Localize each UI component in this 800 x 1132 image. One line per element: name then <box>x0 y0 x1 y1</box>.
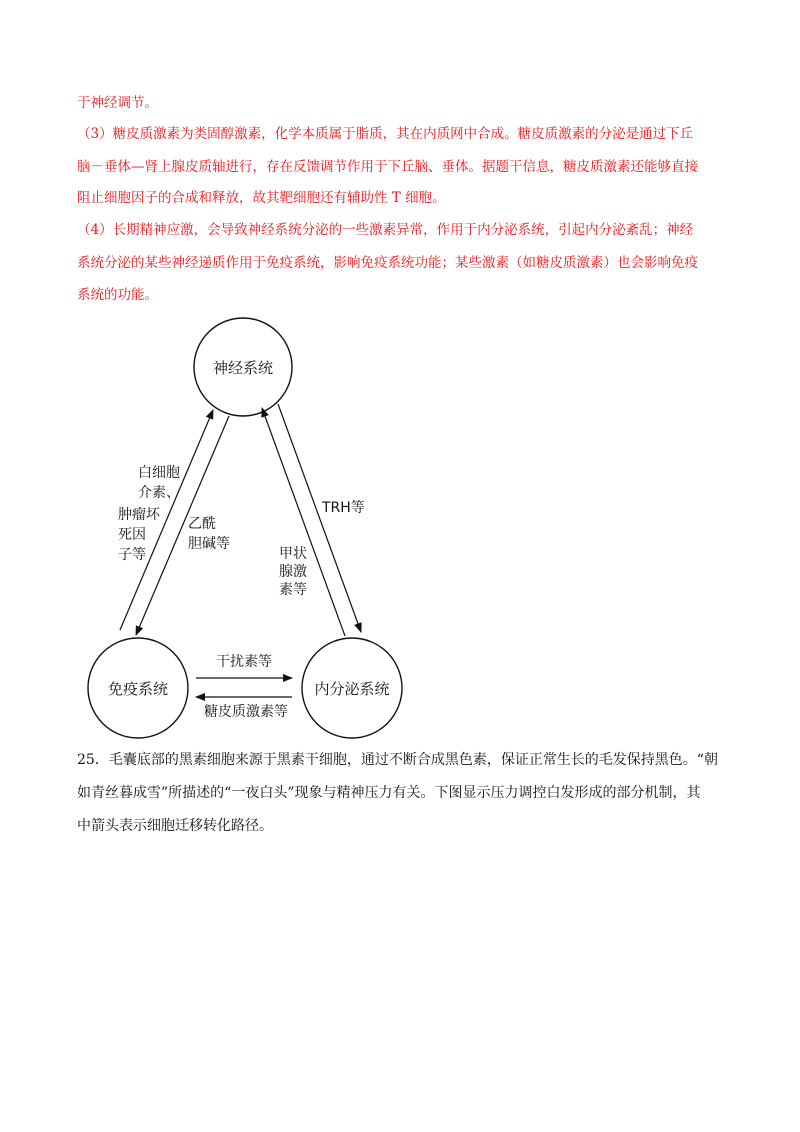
answer-line-1: 于神经调节。 <box>77 95 158 111</box>
svg-text:肿瘤坏: 肿瘤坏 <box>118 507 160 523</box>
answer-line-5: （4）长期精神应激，会导致神经系统分泌的一些激素异常，作用于内分泌系统，引起内分泌紊乱；神经 <box>77 222 694 238</box>
svg-text:乙酰: 乙酰 <box>188 516 216 532</box>
label-endocrine-to-nervous <box>279 546 307 598</box>
answer-line-3: 脑－垂体—肾上腺皮质轴进行，存在反馈调节作用于下丘脑、垂体。据题干信息，糖皮质激素还能够直接 <box>77 159 698 175</box>
label-immune-to-endocrine: 干扰素等 <box>216 654 272 670</box>
answer-line-7: 系统的功能。 <box>77 287 158 303</box>
label-endocrine-to-immune: 糖皮质激素等 <box>204 704 288 720</box>
node-nervous-system <box>194 318 292 416</box>
label-nervous-to-endocrine: TRH等 <box>322 500 365 516</box>
svg-text:介素、: 介素、 <box>138 485 180 501</box>
node-immune-system <box>88 638 188 738</box>
svg-text:白细胞: 白细胞 <box>138 465 180 481</box>
label-nervous-to-immune <box>188 516 230 552</box>
node-endocrine-system <box>302 638 402 738</box>
svg-text:子等: 子等 <box>118 547 146 563</box>
svg-text:死因: 死因 <box>118 527 146 543</box>
answer-line-6: 系统分泌的某些神经递质作用于免疫系统，影响免疫系统功能；某些激素（如糖皮质激素）也会影响免疫 <box>77 255 698 271</box>
question-25-line-3: 中箭头表示细胞迁移转化路径。 <box>77 818 273 834</box>
arrow-endocrine-to-nervous <box>262 408 345 636</box>
node-nervous-label: 神经系统 <box>212 359 274 377</box>
node-immune-label: 免疫系统 <box>107 680 169 698</box>
svg-text:素等: 素等 <box>279 582 307 598</box>
svg-text:腺激: 腺激 <box>279 564 307 580</box>
svg-text:胆碱等: 胆碱等 <box>188 536 230 552</box>
question-25-line-1: 25．毛囊底部的黑素细胞来源于黑素干细胞，通过不断合成黑色素，保证正常生长的毛发保持黑色。“朝 <box>77 752 718 768</box>
answer-line-2: （3）糖皮质激素为类固醇激素，化学本质属于脂质，其在内质网中合成。糖皮质激素的分泌是通过下丘 <box>77 126 694 142</box>
question-25-line-2: 如青丝暮成雪”所描述的“一夜白头”现象与精神压力有关。下图显示压力调控白发形成的部分机制，其 <box>77 785 701 801</box>
svg-text:甲状: 甲状 <box>279 546 307 562</box>
label-immune-to-nervous <box>118 465 180 563</box>
answer-line-4: 阻止细胞因子的合成和释放，故其靶细胞还有辅助性 T 细胞。 <box>77 190 446 206</box>
node-endocrine-label: 内分泌系统 <box>314 680 390 698</box>
